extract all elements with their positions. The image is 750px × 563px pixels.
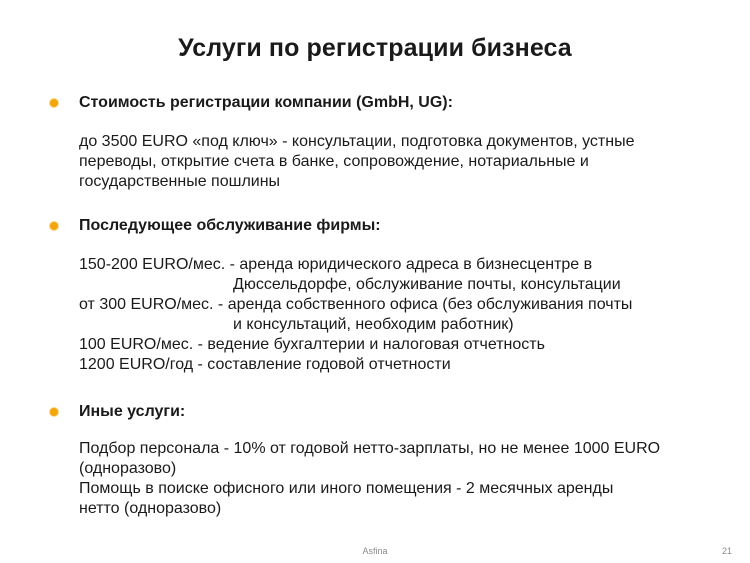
section-heading-row bbox=[48, 93, 728, 113]
section-heading-row bbox=[48, 216, 728, 236]
body-line: Дюссельдорфе, обслуживание почты, консультации bbox=[233, 276, 621, 293]
section-other-services bbox=[48, 402, 728, 519]
body-line: 100 EURO/мес. - ведение бухгалтерии и налоговая отчетность bbox=[79, 336, 545, 353]
bullet-icon bbox=[50, 222, 58, 230]
body-line: нетто (одноразово) bbox=[79, 500, 222, 517]
body-line: 1200 EURO/год - составление годовой отчетности bbox=[79, 356, 451, 373]
bullet-icon bbox=[50, 99, 58, 107]
slide-title: Услуги по регистрации бизнеса bbox=[178, 34, 572, 62]
section-body bbox=[79, 439, 728, 519]
section-heading: Стоимость регистрации компании (GmbH, UG): bbox=[79, 94, 453, 111]
section-heading-row bbox=[48, 402, 728, 422]
body-line: Подбор персонала - 10% от годовой нетто-зарплаты, но не менее 1000 EURO bbox=[79, 440, 661, 457]
footer-company: Asfina bbox=[362, 546, 388, 556]
bullet-icon bbox=[50, 408, 58, 416]
body-line: государственные пошлины bbox=[79, 173, 281, 190]
body-line: переводы, открытие счета в банке, сопровождение, нотариальные и bbox=[79, 153, 589, 170]
section-heading: Иные услуги: bbox=[79, 403, 186, 420]
section-maintenance bbox=[48, 216, 728, 375]
section-body bbox=[79, 132, 728, 192]
page-number: 21 bbox=[721, 546, 732, 556]
body-line: (одноразово) bbox=[79, 460, 177, 477]
body-line: и консультаций, необходим работник) bbox=[233, 316, 514, 333]
body-line: от 300 EURO/мес. - аренда собственного офиса (без обслуживания почты bbox=[79, 296, 633, 313]
body-line: до 3500 EURO «под ключ» - консультации, подготовка документов, устные bbox=[79, 133, 635, 150]
section-registration-cost bbox=[48, 93, 728, 192]
body-line: Помощь в поиске офисного или иного помещения - 2 месячных аренды bbox=[79, 480, 614, 497]
section-heading: Последующее обслуживание фирмы: bbox=[79, 217, 381, 234]
section-body bbox=[79, 255, 728, 375]
body-line: 150-200 EURO/мес. - аренда юридического адреса в бизнесцентре в bbox=[79, 256, 593, 273]
